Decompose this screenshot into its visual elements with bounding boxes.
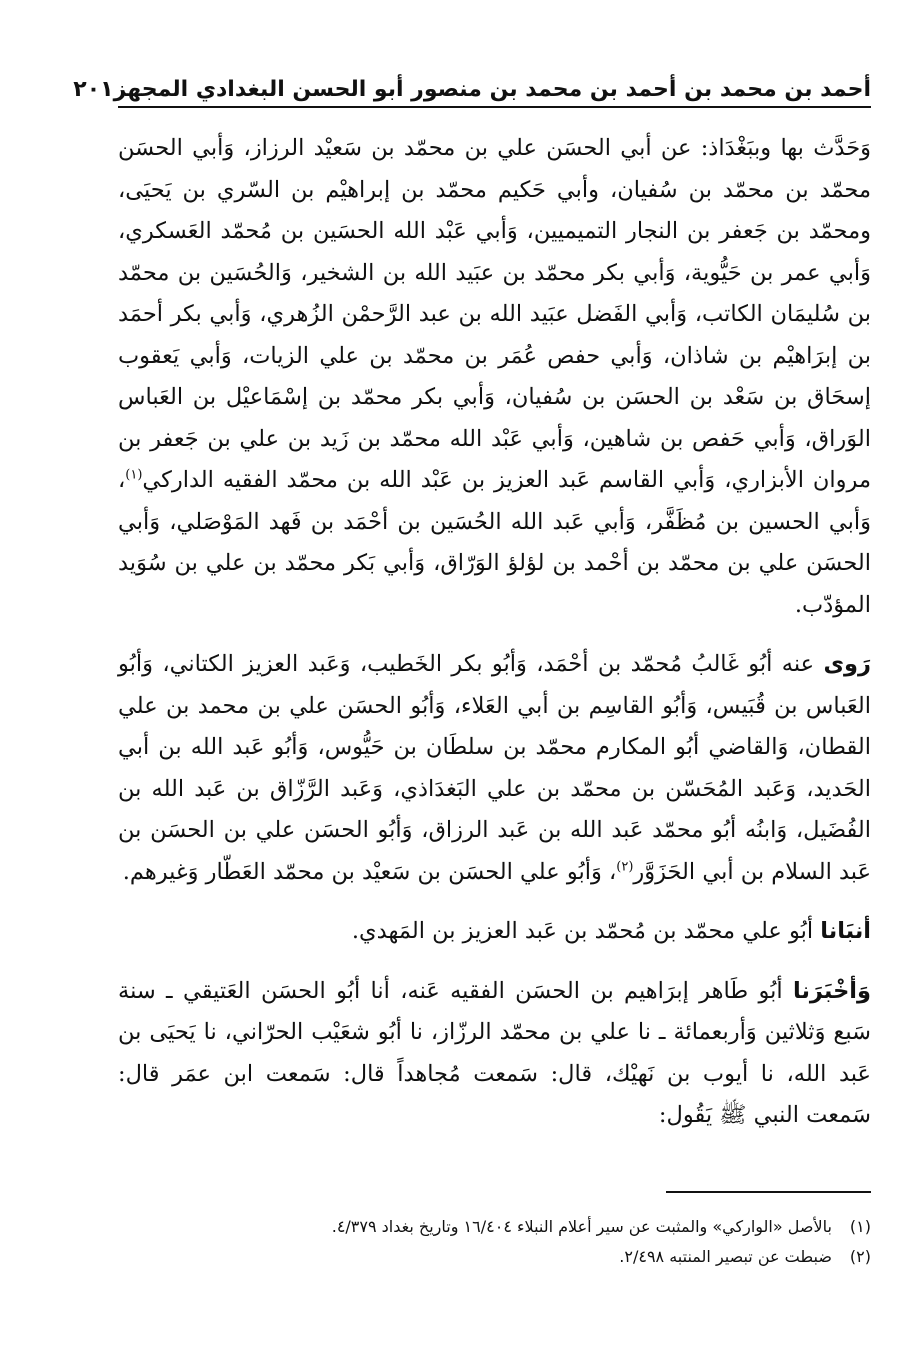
footnote-number: (١) bbox=[849, 1217, 871, 1236]
footnote-reference: (٢) bbox=[616, 859, 634, 874]
paragraph-text-continued: ، وَأبي الحسين بن مُظَفَّر، وَأبي عَبد الله الحُسَين بن أحْمَد بن فَهد المَوْصَلي، وَأبي الحسَن علي بن محمّد بن أحْمد بن لؤلؤ الوَرّاق، وَأبي بَكر محمّد بن علي بن سُوَيد المؤدّب. bbox=[118, 467, 871, 618]
main-text bbox=[118, 128, 871, 1155]
footnote-text: ضبطت عن تبصير المنتبه ٢/٤٩٨. bbox=[619, 1247, 832, 1266]
footnotes bbox=[118, 1212, 871, 1272]
lead-word: رَوى bbox=[823, 651, 871, 677]
lead-word: وَأخْبَرَنا bbox=[793, 977, 871, 1004]
page-number: ٢٠١ bbox=[73, 77, 114, 102]
running-title: أحمد بن محمد بن أحمد بن محمد بن منصور أبو الحسن البغدادي المجهز bbox=[113, 77, 871, 102]
footnote-item bbox=[118, 1212, 871, 1242]
footnote-text: بالأصل «الواركي» والمثبت عن سير أعلام النبلاء ١٦/٤٠٤ وتاريخ بغداد ٤/٣٧٩. bbox=[331, 1217, 832, 1236]
paragraph-text-continued: ، وَأبُو علي الحسَن بن سَعيْد بن محمّد العَطّار وَغيرهم. bbox=[122, 858, 617, 885]
paragraph-text: وَحَدَّث بها وببَغْدَاذ: عن أبي الحسَن علي بن محمّد بن سَعيْد الرزاز، وَأبي الحسَن محمّد بن محمّد بن سُفيان، وأبي حَكيم محمّد بن إبراهيْم بن السّري بن يَحيَى، ومحمّد بن جَعفر بن النجار التميميين، وَأبي عَبْد الله الحسَين بن مُحمّد العَسكري، وَأبي عمر بن حَيُّوية، وَأبي بكر محمّد بن عبَيد الله بن الشخير، وَالحُسَين بن محمّد بن سُليمَان الكاتب، وَأبي الفَضل عبَيد الله بن عبد الرَّحمْن الزُهري، وَأبي بكر أحمَد بن إبرَاهيْم بن شاذان، وَأبي حفص عُمَر بن محمّد بن علي الزيات، وَأبي يَعقوب إسحَاق بن سَعْد بن الحسَن بن سُفيان، وَأبي بكر محمّد بن إسْمَاعيْل بن العَباس الوَراق، وَأبي حَفص بن شاهين، وَأبي عَبْد الله محمّد بن زَيد بن علي بن جَعفر بن مروان الأبزاري، وَأبي القاسم عَبد العزيز بن عَبْد الله بن محمّد الفقيه الداركي bbox=[118, 135, 871, 493]
running-header bbox=[73, 58, 871, 108]
footnote-divider bbox=[666, 1191, 871, 1193]
paragraph-chain bbox=[118, 971, 871, 1137]
footnote-reference: (١) bbox=[125, 467, 143, 483]
paragraph-narrators bbox=[118, 128, 871, 626]
paragraph-transmitters bbox=[118, 644, 871, 893]
paragraph-text: أبُو طَاهر إبرَاهيم بن الحسَن الفقيه عَنه، أنا أبُو الحسَن العَتيقي ـ سنة سَبع وَثلاثين وَأربعمائة ـ نا علي بن محمّد الرزّاز، نا أبُو شعَيْب الحرّاني، نا يَحيَى بن عَبد الله، نا أيوب بن نَهيْك، قال: سَمعت مُجاهداً قال: سَمعت ابن عمَر قال: سَمعت النبي ﷺ يَقُول: bbox=[118, 977, 871, 1128]
footnote-number: (٢) bbox=[849, 1247, 871, 1266]
footnote-item bbox=[118, 1242, 871, 1272]
paragraph-text: عنه أبُو غَالبُ مُحمّد بن أحْمَد، وَأبُو بكر الخَطيب، وَعَبد العزيز الكتاني، وَأبُو العَباس بن قُبَيس، وَأبُو القاسِم بن أبي العَلاء، وَأبُو الحسَن علي بن محمد بن علي القطان، وَالقاضي أبُو المكارم محمّد بن سلطَان بن حَيُّوس، وَأبُو عَبد الله بن أبي الحَديد، وَعَبد المُحَسّن بن محمّد بن علي البَغدَاذي، وَعَبد الرَّزّاق بن عَبد الله بن الفُضَيل، وَابنُه أبُو محمّد عَبد الله بن عَبد الرزاق، وَأبُو الحسَن علي بن الحسَن بن عَبد السلام بن أبي الحَزَوَّر bbox=[118, 651, 871, 885]
lead-word: أنبَانا bbox=[820, 918, 871, 944]
paragraph-chain-intro bbox=[118, 911, 871, 953]
paragraph-text: أبُو علي محمّد بن مُحمّد بن عَبد العزيز بن المَهدي. bbox=[351, 918, 821, 944]
